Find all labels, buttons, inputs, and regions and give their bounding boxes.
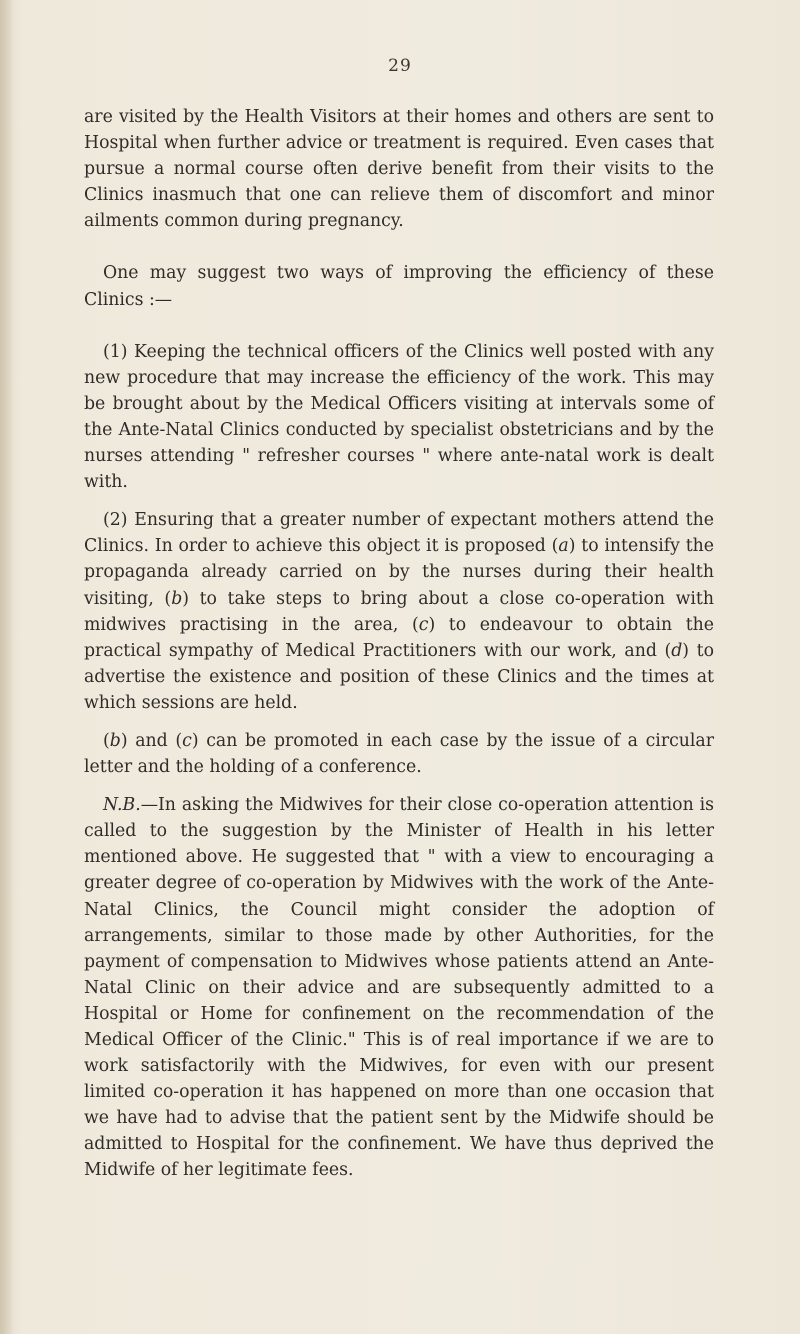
paragraph-b-and-c: (b) and (c) can be promoted in each case by the issue of a circular letter and the holding of a conference. <box>84 730 714 778</box>
paragraph-continuation: are visited by the Health Visitors at their homes and others are sent to Hospital when further advice or treatment is required. Even cases that pursue a normal course often derive benefit from their visits to the Clinics inasmuch that one can relieve them of discomfort and minor ailments common during pregnancy. <box>84 107 714 232</box>
binding-gutter <box>0 0 14 1334</box>
paragraph-improvement-intro: One may suggest two ways of improving the efficiency of these Clinics :— <box>84 263 714 310</box>
paragraph-point-2: (2) Ensuring that a greater number of expectant mothers attend the Clinics. In order to achieve this object it is proposed (a) to intensify the propaganda already carried on by the nurses during their health visiting, (b) to take steps to bring about a close co-operation with midwives practising in the area, (c) to endeavour to obtain the practical sympathy of Medical Practitioners with our work, and (d) to advertise the existence and position of these Clinics and the times at which sessions are held. <box>84 510 715 713</box>
nota-bene-label: N.B. <box>103 795 141 816</box>
paragraph-nota-bene: N.B.—In asking the Midwives for their close co-operation attention is called to the suggestion by the Minister of Health in his letter mentioned above. He suggested that " with a view to encouraging a greater degree of co-operation by Midwives with the work of the Ante-Natal Clinics, the Council might consider the adoption of arrangements, similar to those made by other Authorities, for the payment of compensation to Midwives whose patients attend an Ante-Natal Clinic on their advice and are subsequently admitted to a Hospital or Home for confinement on the recommendation of the Medical Officer of the Clinic." This is of real importance if we are to work satisfactorily with the Midwives, for even with our present limited co-operation it has happened on more than one occasion that we have had to advise that the patient sent by the Midwife should be admitted to Hospital for the confinement. We have thus deprived the Midwife of her legitimate fees. <box>84 795 714 1181</box>
paragraph-point-1: (1) Keeping the technical officers of the Clinics well posted with any new procedure that may increase the efficiency of the work. This may be brought about by the Medical Officers visiting at intervals some of the Ante-Natal Clinics conducted by specialist obstetricians and by the nurses attending " refresher courses " where ante-natal work is dealt with. <box>84 341 714 493</box>
body-text <box>84 104 714 1184</box>
page-number: 29 <box>388 56 412 76</box>
